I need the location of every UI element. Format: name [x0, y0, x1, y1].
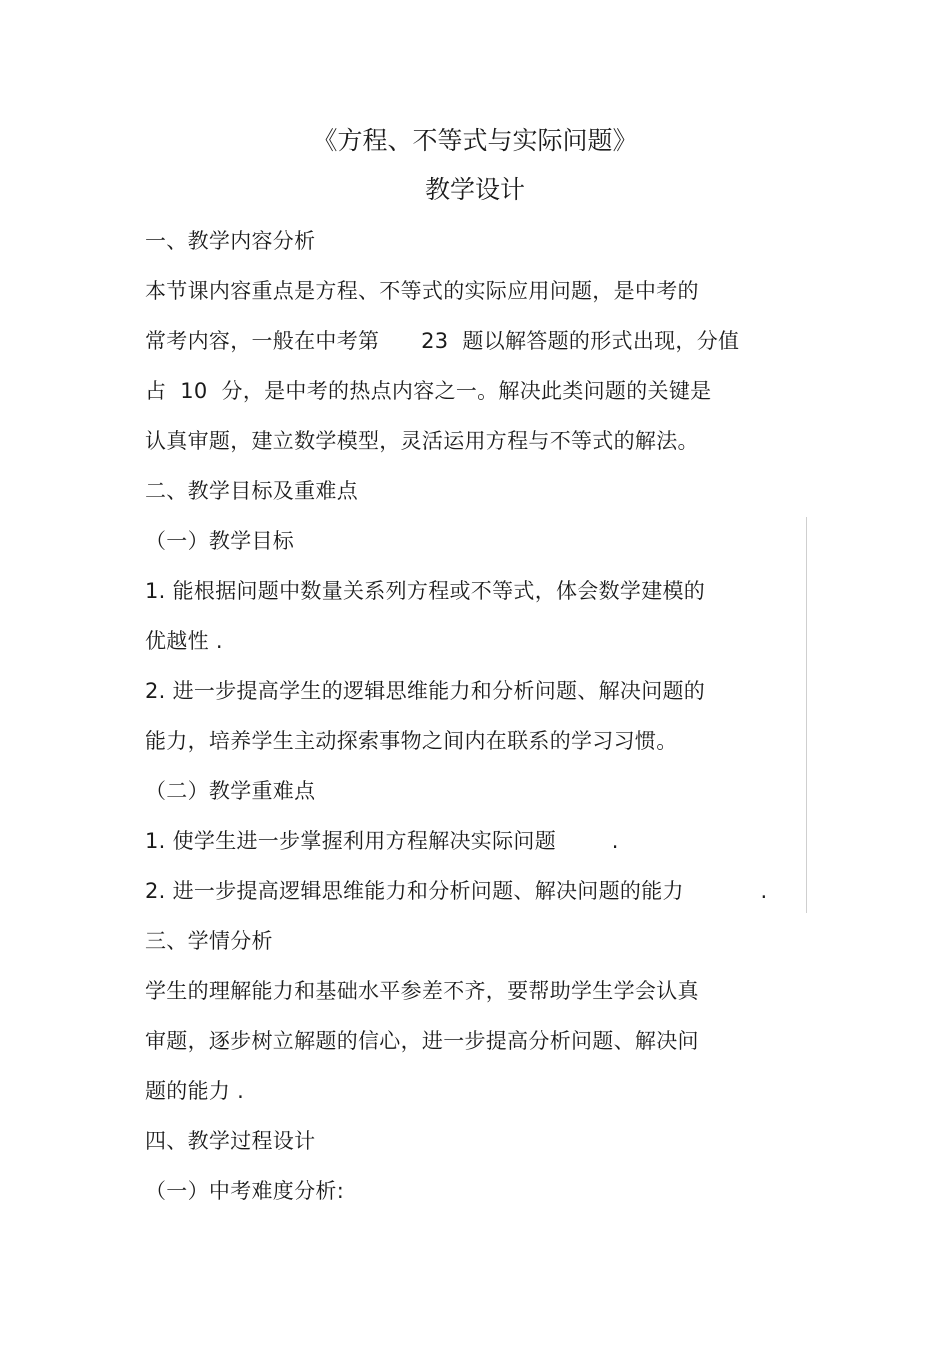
list-item: 2. 进一步提高学生的逻辑思维能力和分析问题、解决问题的	[145, 679, 706, 703]
section-heading-content-analysis: 一、教学内容分析	[145, 229, 316, 253]
paragraph-line: 审题，逐步树立解题的信心，进一步提高分析问题、解决问	[145, 1029, 699, 1053]
subsection-heading-difficulty: （一）中考难度分析:	[145, 1179, 345, 1203]
list-item: 2. 进一步提高逻辑思维能力和分析问题、解决问题的能力 .	[145, 879, 768, 903]
paragraph-line: 认真审题，建立数学模型，灵活运用方程与不等式的解法。	[145, 429, 699, 453]
list-item: 1. 能根据问题中数量关系列方程或不等式，体会数学建模的	[145, 579, 706, 603]
box-right-border	[806, 517, 807, 913]
paragraph-line: 常考内容，一般在中考第 23 题以解答题的形式出现，分值	[145, 329, 740, 353]
section-heading-process-design: 四、教学过程设计	[145, 1129, 316, 1153]
list-item-continuation: 优越性 .	[145, 629, 223, 653]
paragraph-line: 占 10 分，是中考的热点内容之一。解决此类问题的关键是	[145, 379, 712, 403]
paragraph-line: 题的能力 .	[145, 1079, 245, 1103]
list-item-continuation: 能力，培养学生主动探索事物之间内在联系的学习习惯。	[145, 729, 678, 753]
doc-subtitle: 教学设计	[424, 175, 525, 204]
subsection-heading-objectives: （一）教学目标	[145, 529, 295, 553]
subsection-heading-key-points: （二）教学重难点	[145, 779, 316, 803]
section-heading-objectives: 二、教学目标及重难点	[145, 479, 358, 503]
doc-title: 《方程、不等式与实际问题》	[312, 126, 638, 155]
list-item: 1. 使学生进一步掌握利用方程解决实际问题 .	[145, 829, 619, 853]
section-heading-student-analysis: 三、学情分析	[145, 929, 273, 953]
paragraph-line: 学生的理解能力和基础水平参差不齐，要帮助学生学会认真	[145, 979, 699, 1003]
paragraph-line: 本节课内容重点是方程、不等式的实际应用问题，是中考的	[145, 279, 699, 303]
